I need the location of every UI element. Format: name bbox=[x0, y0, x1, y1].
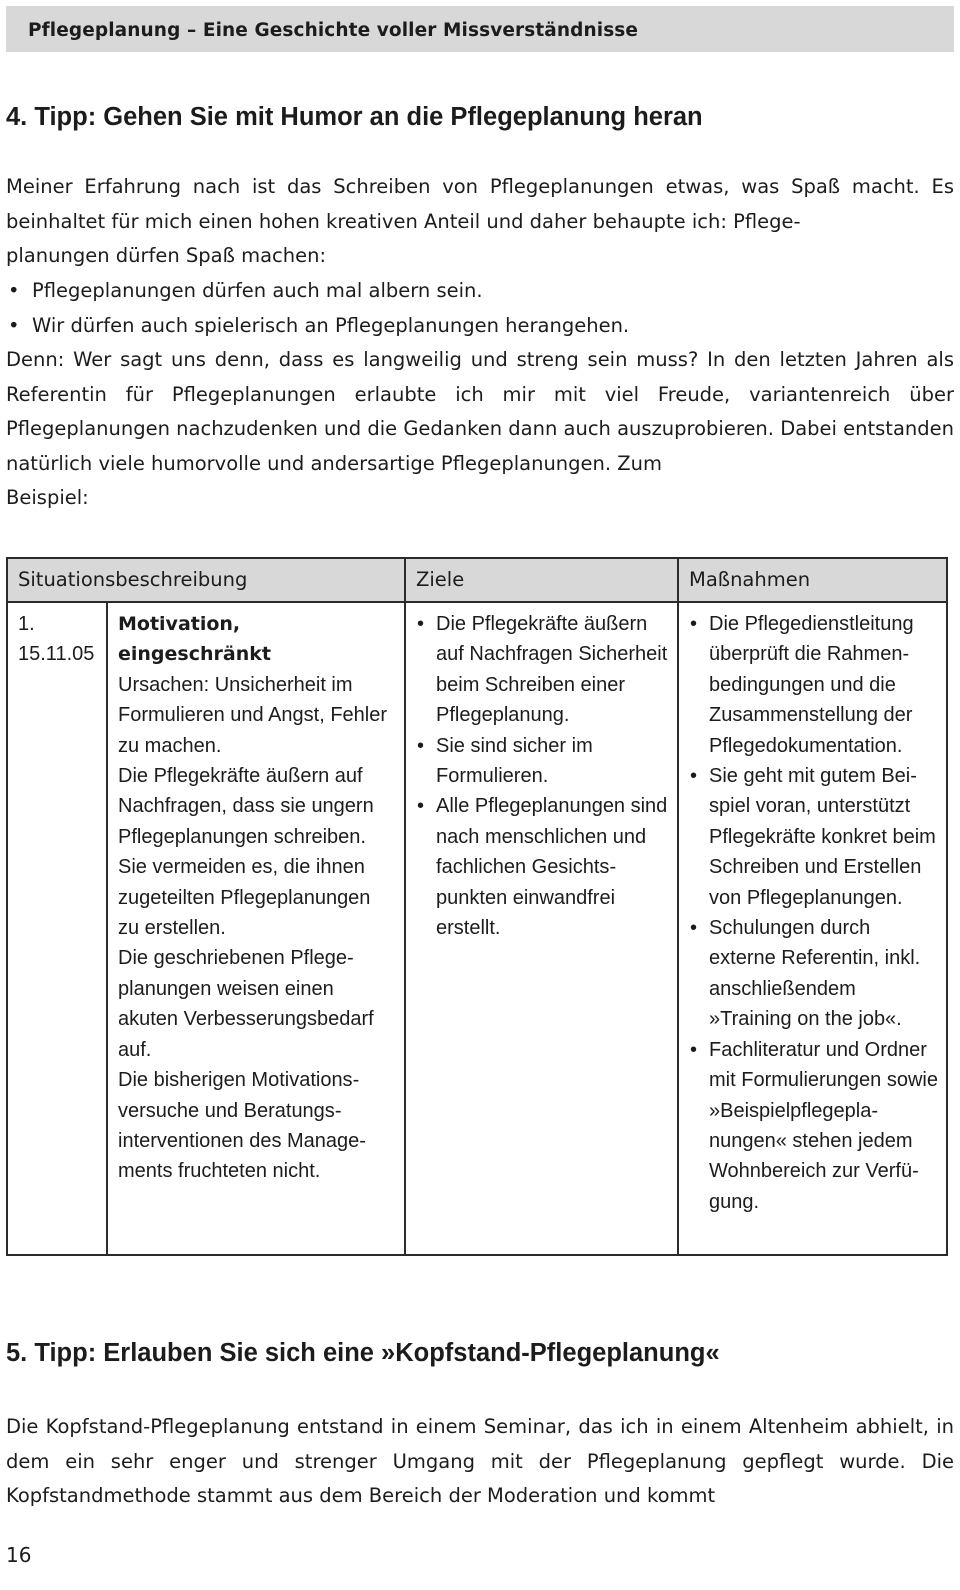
list-item: • Wir dürfen auch spielerisch an Pflegeplanungen herangehen. bbox=[6, 309, 954, 344]
tip4-intro-paragraph bbox=[6, 170, 954, 274]
tip4-intro-last-line: planungen dürfen Spaß machen: bbox=[6, 244, 327, 268]
table-header-row bbox=[7, 558, 947, 602]
entry-number: 1. bbox=[18, 613, 35, 635]
tip4-body-last-line: Beispiel: bbox=[6, 486, 89, 510]
entry-number-date-cell bbox=[7, 602, 107, 1255]
column-header-situation: Situationsbeschreibung bbox=[7, 558, 405, 602]
list-item: • Sie geht mit gutem Beispiel voran, unterstützt Pflegekräfte konkret beim Schreiben und Erstellen von Pflegeplanungen. bbox=[689, 761, 938, 913]
situation-line: Die bisherigen Motivationsversuche und Beratungsinterventionen des Managements fruchteten nicht. bbox=[118, 1069, 366, 1183]
column-header-measures: Maßnahmen bbox=[678, 558, 947, 602]
list-item: • Pflegeplanungen dürfen auch mal albern sein. bbox=[6, 274, 954, 309]
tip4-intro-text: Meiner Erfahrung nach ist das Schreiben von Pflegeplanungen etwas, was Spaß macht. Es beinhaltet für mich einen hohen kreativen Anteil und daher behaupte ich: Pflege- bbox=[6, 175, 954, 233]
measures-cell bbox=[678, 602, 947, 1255]
situation-line: Ursachen: Unsicherheit im Formulieren und Angst, Fehler zu machen. bbox=[118, 673, 388, 757]
entry-date: 15.11.05 bbox=[18, 643, 95, 666]
running-header: Pflegeplanung – Eine Geschichte voller Missverständnisse bbox=[6, 6, 954, 52]
list-item: • Fachliteratur und Ordner mit Formulierungen sowie »Beispielpflegeplanungen« stehen jedem Wohnbereich zur Verfügung. bbox=[689, 1035, 938, 1217]
column-header-goals: Ziele bbox=[405, 558, 678, 602]
situation-cell bbox=[107, 602, 405, 1255]
situation-line: Die Pflegekräfte äußern auf Nachfragen, dass sie ungern Pflegeplanungen schreiben. bbox=[118, 765, 374, 848]
tip5-heading: 5. Tipp: Erlauben Sie sich eine »Kopfstand-Pflegeplanung« bbox=[6, 1339, 720, 1367]
goals-list bbox=[416, 609, 669, 943]
tip4-body-paragraph bbox=[6, 343, 954, 516]
list-item: • Die Pflegekräfte äußern auf Nachfragen Sicherheit beim Schreiben einer Pflegeplanung. bbox=[416, 609, 669, 731]
list-item: • Alle Pflegeplanungen sind nach menschlichen und fachlichen Gesichtspunkten einwandfrei erstellt. bbox=[416, 791, 669, 943]
tip4-body-text: Denn: Wer sagt uns denn, dass es langweilig und streng sein muss? In den letzten Jahren als Referentin für Pflegeplanungen erlaubte ich mir mit viel Freude, variantenreich über Pflegeplanungen nachzudenken und die Gedanken dann auch auszuprobieren. Dabei entstanden natürlich viele humorvolle und andersartige Pflegeplanungen. Zum bbox=[6, 348, 954, 475]
list-item: • Die Pflegedienstleitung überprüft die Rahmenbedingungen und die Zusammenstellung der Pflegedokumentation. bbox=[689, 609, 938, 761]
tip4-bullet-list bbox=[6, 274, 954, 343]
situation-line: Sie vermeiden es, die ihnen zugeteilten Pflegeplanungen zu erstellen. bbox=[118, 856, 371, 940]
tip4-heading: 4. Tipp: Gehen Sie mit Humor an die Pflegeplanung heran bbox=[6, 103, 703, 131]
page-number: 16 bbox=[6, 1543, 32, 1567]
tip5-body-paragraph: Die Kopfstand-Pflegeplanung entstand in einem Seminar, das ich in einem Altenheim abhielt, in dem ein sehr enger und strenger Umgang mit der Pflegeplanung gepflegt wurde. Die Kopfstandmethode stammt aus dem Bereich der Moderation und kommt bbox=[6, 1415, 954, 1508]
list-item: • Schulungen durch externe Referentin, inkl. anschließendem »Training on the job«. bbox=[689, 913, 938, 1035]
list-item: • Sie sind sicher im Formulieren. bbox=[416, 731, 669, 792]
table-row bbox=[7, 602, 947, 1255]
goals-cell bbox=[405, 602, 678, 1255]
situation-title: Motivation, eingeschränkt bbox=[118, 613, 271, 666]
care-plan-table bbox=[6, 557, 948, 1256]
situation-line: Die geschriebenen Pflegeplanungen weisen einen akuten Verbesserungsbedarf auf. bbox=[118, 947, 374, 1061]
measures-list bbox=[689, 609, 938, 1217]
